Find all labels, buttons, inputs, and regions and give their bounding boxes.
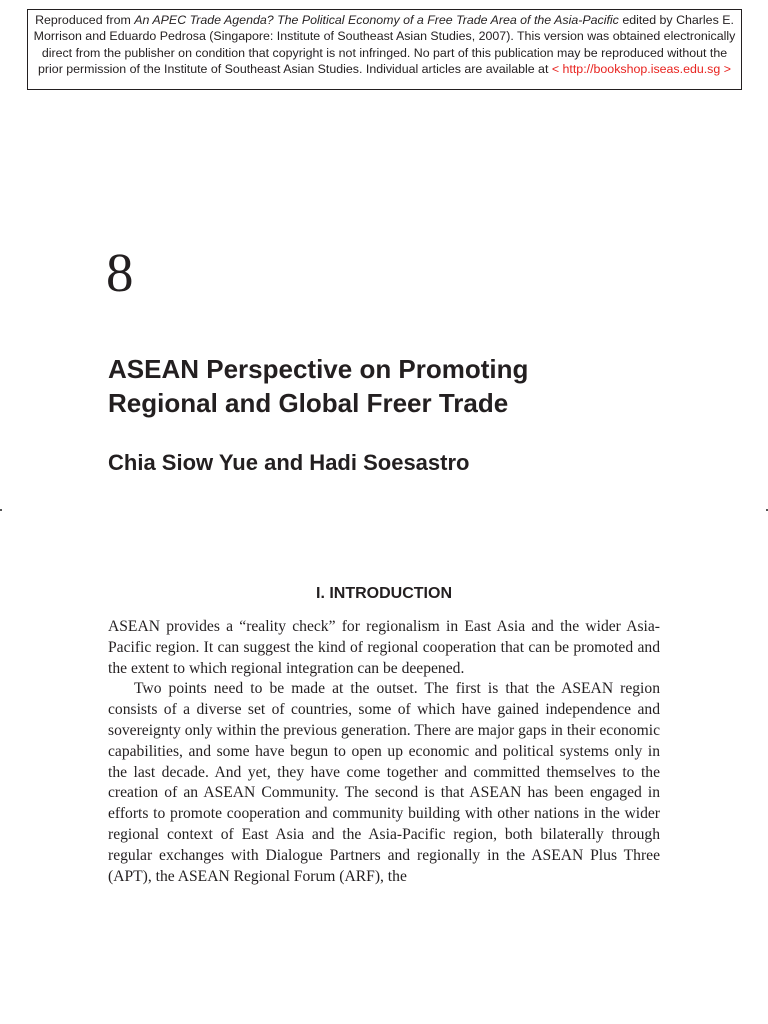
chapter-title	[108, 352, 708, 420]
notice-book-title: An APEC Trade Agenda? The Political Economy of a Free Trade Area of the Asia-Pacific	[134, 13, 619, 27]
chapter-authors: Chia Siow Yue and Hadi Soesastro	[108, 450, 470, 475]
notice-body: edited by Charles E. Morrison and Eduardo Pedrosa (Singapore: Institute of Southeast Asian Studies, 2007). This version was obtained electronically direct from the publisher on condition that copyright is not infringed. No part of this publication may be reproduced without the prior permission of the Institute of Southeast Asian Studies. Individual articles are available at	[33, 13, 736, 77]
chapter-title-line-1: ASEAN Perspective on Promoting	[108, 354, 529, 384]
paragraph-2: Two points need to be made at the outset. The first is that the ASEAN region consists of a diverse set of countries, some of which have gained independence and sovereignty only within the previous generation. There are major gaps in their economic capabilities, and some have begun to open up economic and political systems only in the last decade. And yet, they have come together and committed themselves to the creation of an ASEAN Community. The second is that ASEAN has been engaged in efforts to promote cooperation and community building with other nations in the wider regional context of East Asia and the Asia-Pacific region, both bilaterally through regular exchanges with Dialogue Partners and regionally in the ASEAN Plus Three (APT), the ASEAN Regional Forum (ARF), the	[108, 680, 660, 885]
bookshop-link[interactable]: < http://bookshop.iseas.edu.sg >	[551, 62, 731, 77]
notice-prefix: Reproduced from	[35, 13, 135, 27]
paragraph-1: ASEAN provides a “reality check” for regionalism in East Asia and the wider Asia-Pacific region. It can suggest the kind of regional cooperation that can be promoted and the extent to which regional integration can be deepened.	[108, 618, 660, 677]
copyright-notice	[27, 9, 742, 90]
body-text	[108, 617, 660, 887]
left-crop-mark	[0, 509, 2, 511]
chapter-title-line-2: Regional and Global Freer Trade	[108, 388, 509, 418]
chapter-number: 8	[106, 242, 134, 303]
section-heading: I. INTRODUCTION	[316, 585, 452, 602]
